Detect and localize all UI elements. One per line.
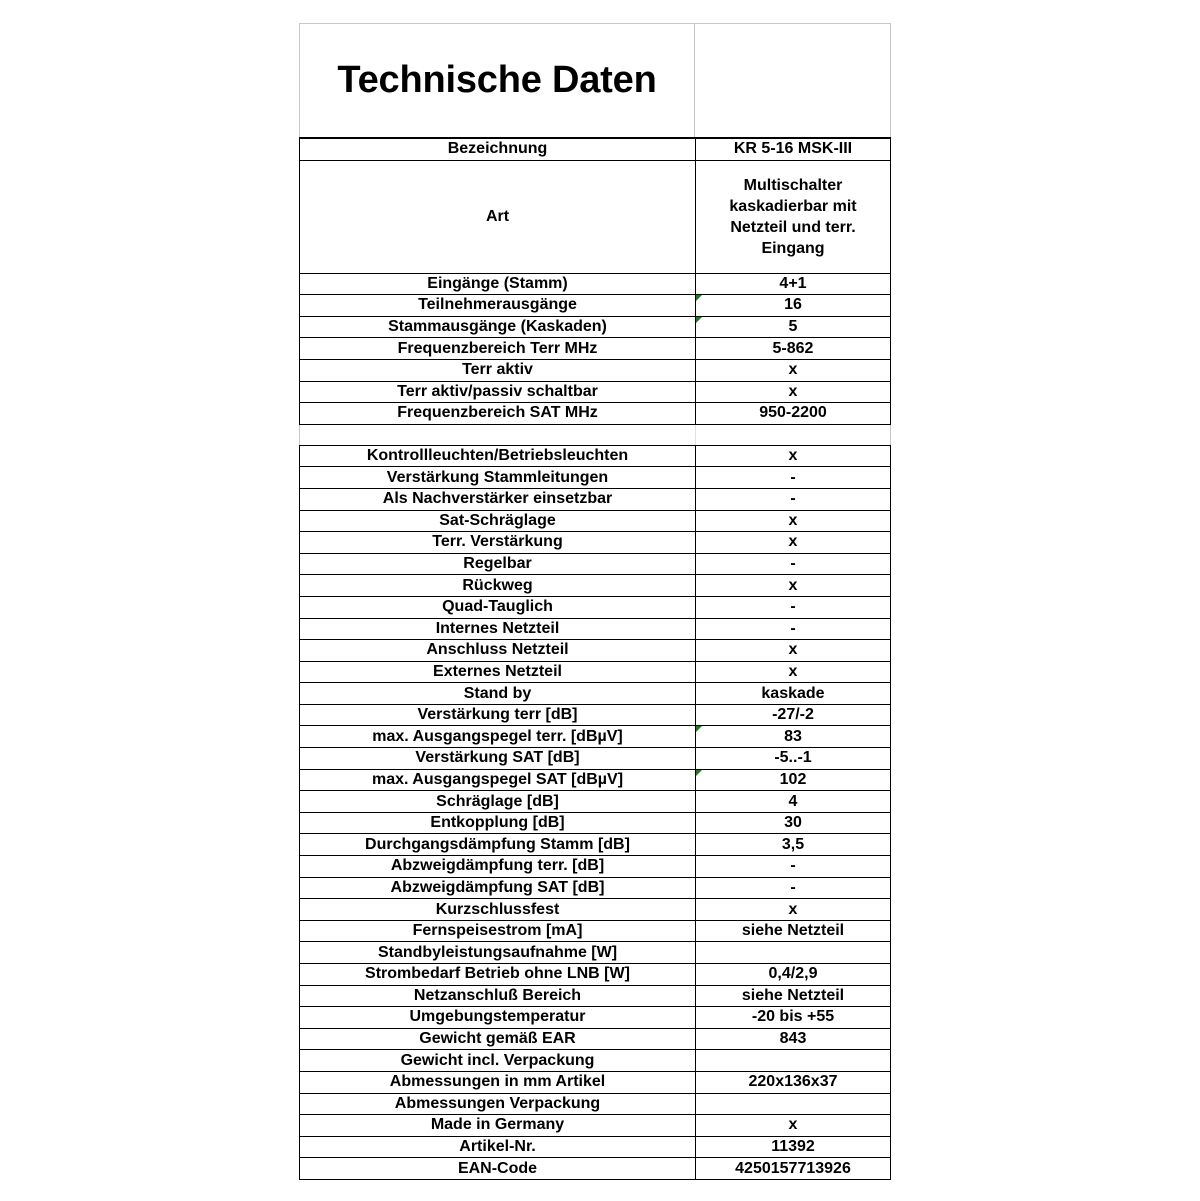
spec-value: -20 bis +55: [696, 1007, 891, 1029]
table-row: [300, 964, 891, 986]
table-row: [300, 295, 891, 317]
spec-label: Schräglage [dB]: [300, 791, 696, 813]
table-row: [300, 791, 891, 813]
table-row: [300, 1136, 891, 1158]
spec-value: x: [696, 381, 891, 403]
spec-value: 16: [696, 295, 891, 317]
spec-value: 83: [696, 726, 891, 748]
spec-value: x: [696, 359, 891, 381]
title-blank-cell: [695, 24, 891, 137]
spec-value: -27/-2: [696, 704, 891, 726]
spec-label: Gewicht incl. Verpackung: [300, 1050, 696, 1072]
table-row: [300, 985, 891, 1007]
title-row: [299, 23, 891, 138]
spec-label: Regelbar: [300, 553, 696, 575]
title-cell: [299, 24, 695, 137]
table-row: [300, 510, 891, 532]
spec-label: Terr aktiv: [300, 359, 696, 381]
table-row: [300, 1050, 891, 1072]
spec-value: -: [696, 856, 891, 878]
spec-label: Verstärkung terr [dB]: [300, 704, 696, 726]
spec-label: Quad-Tauglich: [300, 596, 696, 618]
spec-label: Durchgangsdämpfung Stamm [dB]: [300, 834, 696, 856]
table-row: [300, 553, 891, 575]
table-row: [300, 596, 891, 618]
table-row: [300, 877, 891, 899]
table-row: [300, 920, 891, 942]
table-row: [300, 683, 891, 705]
spec-value: siehe Netzteil: [696, 985, 891, 1007]
spec-label: Standbyleistungsaufnahme [W]: [300, 942, 696, 964]
spec-sheet: [299, 23, 891, 1180]
spec-value: 4+1: [696, 273, 891, 295]
table-row: [300, 488, 891, 510]
spec-label: Gewicht gemäß EAR: [300, 1028, 696, 1050]
spec-label: Abmessungen Verpackung: [300, 1093, 696, 1115]
spec-label: Abmessungen in mm Artikel: [300, 1071, 696, 1093]
table-row: [300, 856, 891, 878]
spec-value: 5-862: [696, 338, 891, 360]
spec-value: 11392: [696, 1136, 891, 1158]
spec-label: Terr. Verstärkung: [300, 532, 696, 554]
table-row: [300, 467, 891, 489]
table-row: [300, 1071, 891, 1093]
spec-value: 4250157713926: [696, 1158, 891, 1180]
table-row: [300, 359, 891, 381]
spec-value: x: [696, 510, 891, 532]
spec-label: Teilnehmerausgänge: [300, 295, 696, 317]
table-row: [300, 661, 891, 683]
spec-label: EAN-Code: [300, 1158, 696, 1180]
table-row: [300, 139, 891, 161]
spec-value: siehe Netzteil: [696, 920, 891, 942]
spec-label: Artikel-Nr.: [300, 1136, 696, 1158]
spec-label: Strombedarf Betrieb ohne LNB [W]: [300, 964, 696, 986]
table-row: [300, 1093, 891, 1115]
spec-value: kaskade: [696, 683, 891, 705]
spec-value: x: [696, 532, 891, 554]
spec-value: -: [696, 467, 891, 489]
spec-label: Eingänge (Stamm): [300, 273, 696, 295]
table-row: [300, 160, 891, 273]
spec-value: 102: [696, 769, 891, 791]
spec-label: Verstärkung SAT [dB]: [300, 748, 696, 770]
spec-value: 30: [696, 812, 891, 834]
spec-label: Art: [300, 160, 696, 273]
spec-label: Made in Germany: [300, 1115, 696, 1137]
spec-value: -5..-1: [696, 748, 891, 770]
spec-value: x: [696, 445, 891, 467]
spec-value: 220x136x37: [696, 1071, 891, 1093]
spec-table-2: [299, 445, 891, 1180]
spec-value: x: [696, 1115, 891, 1137]
table-row: [300, 445, 891, 467]
table-row: [300, 942, 891, 964]
spec-label: Sat-Schräglage: [300, 510, 696, 532]
spec-value: 843: [696, 1028, 891, 1050]
spec-value: KR 5-16 MSK-III: [696, 139, 891, 161]
table-row: [300, 1007, 891, 1029]
table-row: [300, 812, 891, 834]
spec-value: -: [696, 877, 891, 899]
table-row: [300, 1158, 891, 1180]
spec-label: Frequenzbereich SAT MHz: [300, 403, 696, 425]
table-row: [300, 899, 891, 921]
spec-value: [696, 1093, 891, 1115]
spec-label: Stand by: [300, 683, 696, 705]
spec-value: 4: [696, 791, 891, 813]
table-row: [300, 575, 891, 597]
spec-value: Multischalter kaskadierbar mit Netzteil und terr. Eingang: [696, 160, 891, 273]
spec-value: x: [696, 640, 891, 662]
table-row: [300, 532, 891, 554]
spec-label: Abzweigdämpfung SAT [dB]: [300, 877, 696, 899]
spec-label: Terr aktiv/passiv schaltbar: [300, 381, 696, 403]
table-row: [300, 1028, 891, 1050]
spec-label: max. Ausgangspegel terr. [dBµV]: [300, 726, 696, 748]
table-row: [300, 726, 891, 748]
table-row: [300, 704, 891, 726]
table-row: [300, 834, 891, 856]
spec-value: x: [696, 575, 891, 597]
spec-label: Abzweigdämpfung terr. [dB]: [300, 856, 696, 878]
spec-value: [696, 942, 891, 964]
spec-label: Entkopplung [dB]: [300, 812, 696, 834]
spec-label: Kurzschlussfest: [300, 899, 696, 921]
table-row: [300, 769, 891, 791]
spec-value: [696, 1050, 891, 1072]
spec-value: 0,4/2,9: [696, 964, 891, 986]
spec-label: Anschluss Netzteil: [300, 640, 696, 662]
spec-label: Externes Netzteil: [300, 661, 696, 683]
spec-label: Netzanschluß Bereich: [300, 985, 696, 1007]
spec-value: x: [696, 661, 891, 683]
spec-label: Rückweg: [300, 575, 696, 597]
spec-label: Kontrollleuchten/Betriebsleuchten: [300, 445, 696, 467]
page-title: Technische Daten: [337, 59, 657, 101]
spec-label: Als Nachverstärker einsetzbar: [300, 488, 696, 510]
table-row: [300, 381, 891, 403]
spec-value: 950-2200: [696, 403, 891, 425]
spec-value: 5: [696, 316, 891, 338]
spec-value: -: [696, 596, 891, 618]
spec-value: x: [696, 899, 891, 921]
spec-label: Frequenzbereich Terr MHz: [300, 338, 696, 360]
spec-value: 3,5: [696, 834, 891, 856]
spec-table-1: [299, 138, 891, 425]
spacer-row: [299, 425, 891, 445]
spec-label: Bezeichnung: [300, 139, 696, 161]
table-row: [300, 273, 891, 295]
spec-value: -: [696, 488, 891, 510]
spec-label: max. Ausgangspegel SAT [dBµV]: [300, 769, 696, 791]
spec-label: Verstärkung Stammleitungen: [300, 467, 696, 489]
spec-value: -: [696, 618, 891, 640]
table-row: [300, 338, 891, 360]
table-row: [300, 618, 891, 640]
table-row: [300, 748, 891, 770]
spec-label: Fernspeisestrom [mA]: [300, 920, 696, 942]
spec-label: Umgebungstemperatur: [300, 1007, 696, 1029]
table-row: [300, 640, 891, 662]
table-row: [300, 316, 891, 338]
table-row: [300, 403, 891, 425]
spec-value: -: [696, 553, 891, 575]
spec-label: Stammausgänge (Kaskaden): [300, 316, 696, 338]
spec-label: Internes Netzteil: [300, 618, 696, 640]
table-row: [300, 1115, 891, 1137]
